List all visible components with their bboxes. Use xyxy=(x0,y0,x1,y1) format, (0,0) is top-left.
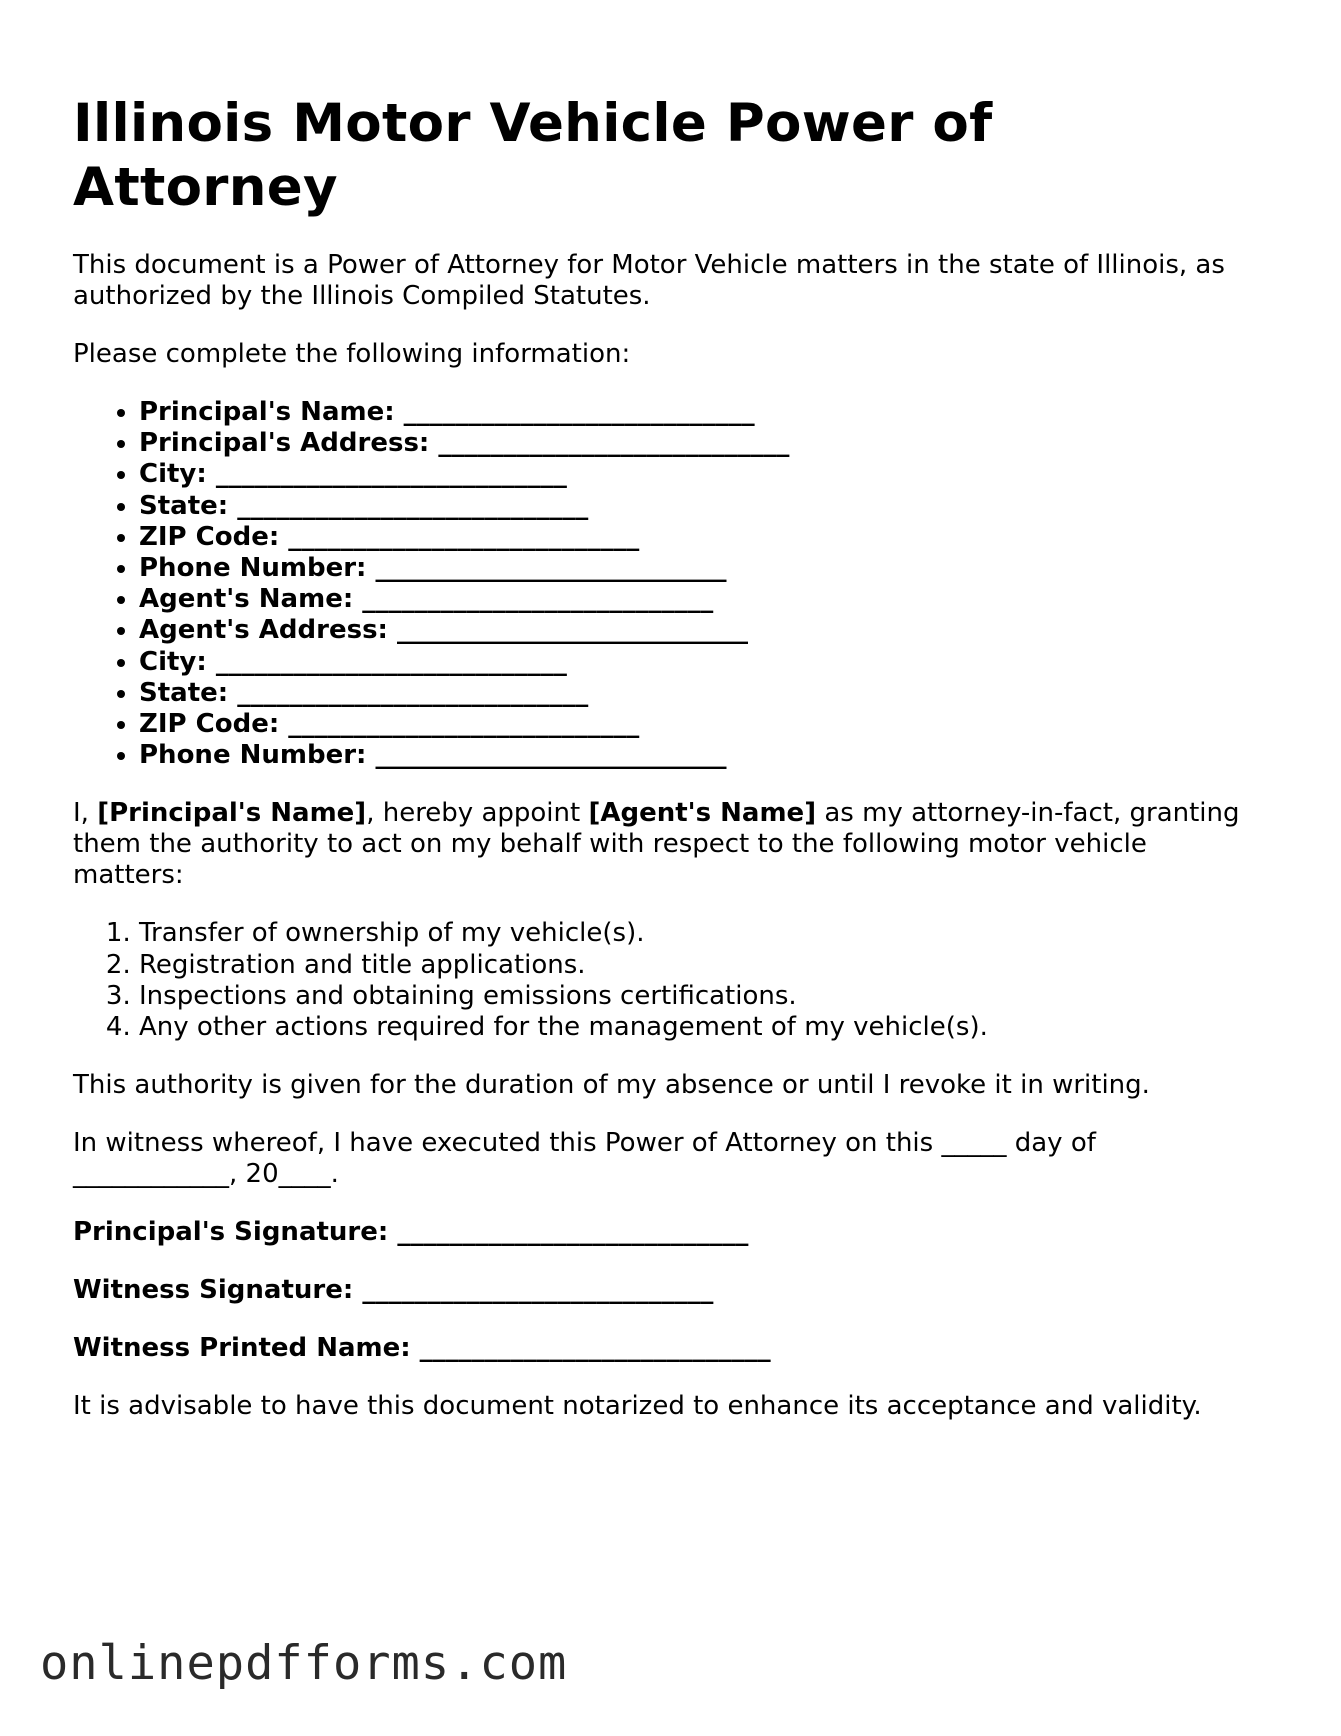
power-item: 4. Any other actions required for the management of my vehicle(s). xyxy=(139,1012,1273,1043)
notarization-advice: It is advisable to have this document notarized to enhance its acceptance and validity. xyxy=(73,1391,1202,1422)
appointment-paragraph xyxy=(73,798,1253,891)
field-agent-city: • City: ___________________________ xyxy=(139,647,1273,678)
field-agent-state: • State: ___________________________ xyxy=(139,678,1273,709)
granted-powers-list xyxy=(73,918,1273,1043)
appointment-prefix: I, xyxy=(73,798,98,829)
field-principal-state: • State: ___________________________ xyxy=(139,491,1273,522)
witness-signature-line: Witness Signature: ___________________________ xyxy=(73,1275,714,1306)
field-principal-name: • Principal's Name: ___________________________ xyxy=(139,397,1273,428)
principal-name-placeholder: [Principal's Name] xyxy=(97,798,367,829)
document-title: Illinois Motor Vehicle Power of Attorney xyxy=(73,93,993,218)
power-item: 2. Registration and title applications. xyxy=(139,950,1273,981)
agent-name-placeholder: [Agent's Name] xyxy=(588,798,817,829)
power-item: 3. Inspections and obtaining emissions certifications. xyxy=(139,981,1273,1012)
principal-signature-line: Principal's Signature: ___________________________ xyxy=(73,1217,749,1248)
information-fields-list xyxy=(73,397,1273,771)
field-principal-zip: • ZIP Code: ___________________________ xyxy=(139,522,1273,553)
witness-clause: In witness whereof, I have executed this Power of Attorney on this _____ day of ____________, 20____. xyxy=(73,1128,1096,1190)
field-agent-address: • Agent's Address: ___________________________ xyxy=(139,615,1273,646)
site-watermark: onlinepdfforms.com xyxy=(40,1636,568,1691)
document-page xyxy=(73,92,1273,1422)
appointment-middle: , hereby appoint xyxy=(366,798,589,829)
field-agent-phone: • Phone Number: ___________________________ xyxy=(139,740,1273,771)
field-principal-address: • Principal's Address: ___________________________ xyxy=(139,428,1273,459)
duration-paragraph: This authority is given for the duration of my absence or until I revoke it in writing. xyxy=(73,1070,1150,1101)
appointment-suffix: as my attorney-in-fact, granting them the authority to act on my behalf with respect to the following motor vehicle matters: xyxy=(73,798,1240,891)
field-principal-city: • City: ___________________________ xyxy=(139,459,1273,490)
intro-paragraph: This document is a Power of Attorney for Motor Vehicle matters in the state of Illinois, as authorized by the Illinois Compiled Statutes. xyxy=(73,250,1225,311)
power-item: 1. Transfer of ownership of my vehicle(s). xyxy=(139,918,1273,949)
witness-printed-name-line: Witness Printed Name: ___________________________ xyxy=(73,1333,771,1364)
field-agent-name: • Agent's Name: ___________________________ xyxy=(139,584,1273,615)
field-agent-zip: • ZIP Code: ___________________________ xyxy=(139,709,1273,740)
field-principal-phone: • Phone Number: ___________________________ xyxy=(139,553,1273,584)
instructions-prompt: Please complete the following information: xyxy=(73,339,631,369)
